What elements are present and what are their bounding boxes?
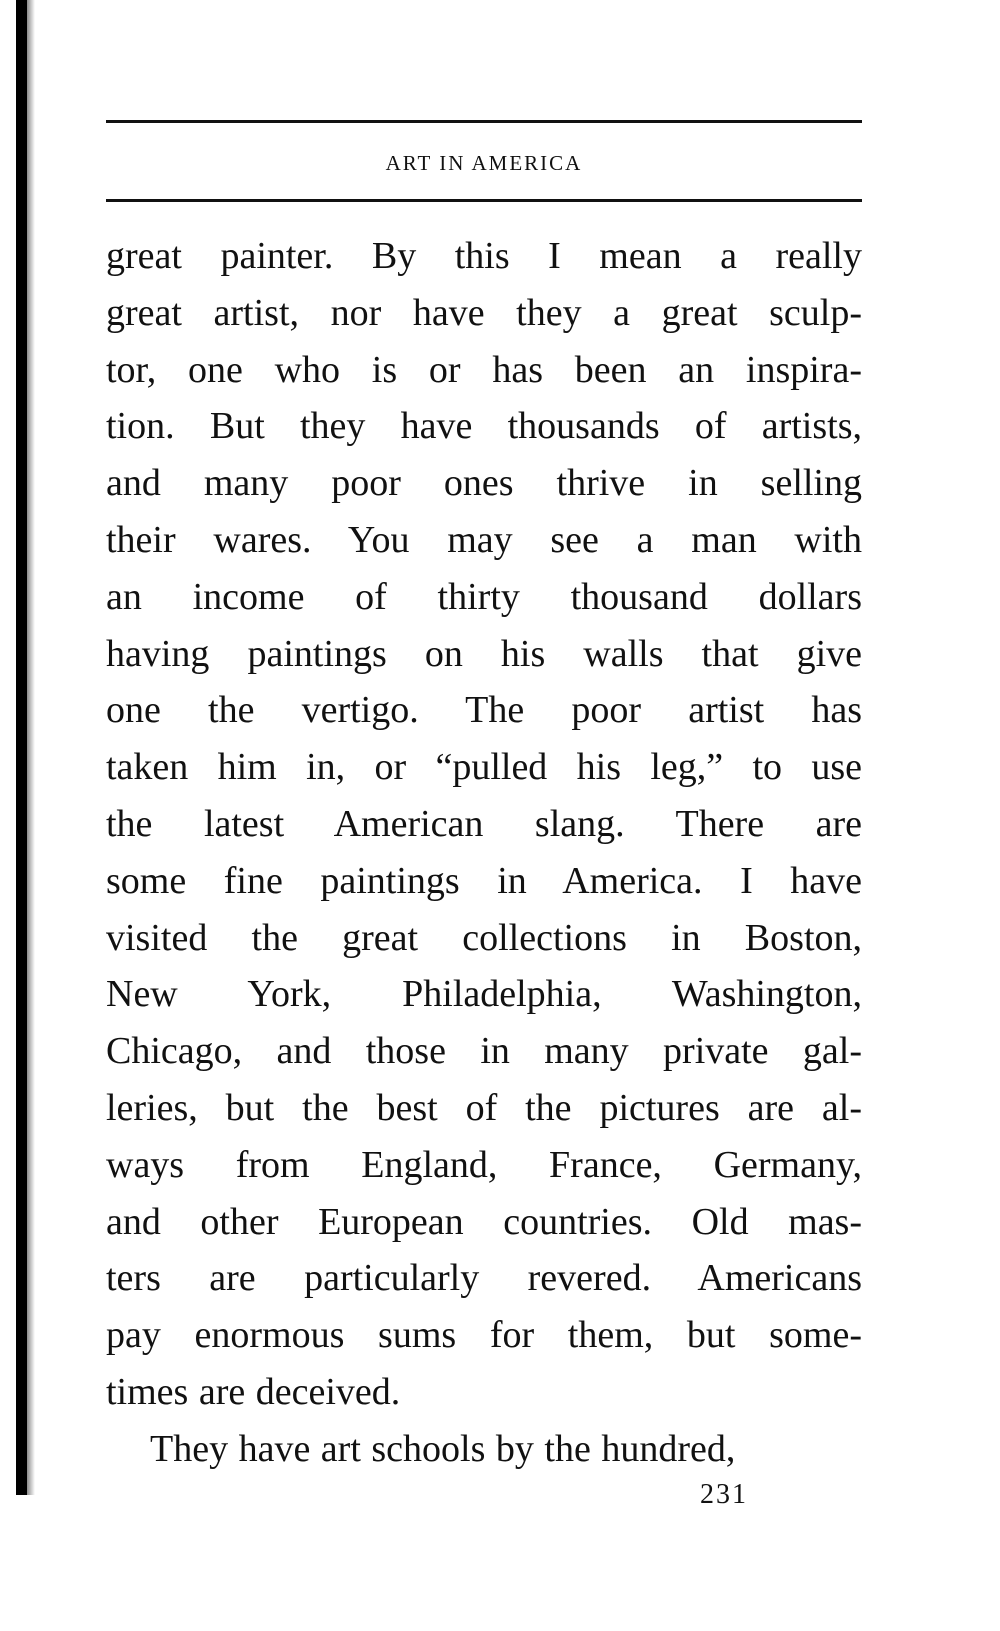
- text-line: one the vertigo. The poor artist has: [106, 689, 862, 732]
- text-line: some fine paintings in America. I have: [106, 859, 862, 902]
- text-line: and other European countries. Old mas-: [106, 1200, 862, 1243]
- text-line: taken him in, or “pulled his leg,” to use: [106, 746, 862, 789]
- page-number: 231: [700, 1479, 748, 1510]
- text-line: their wares. You may see a man with: [106, 518, 862, 561]
- text-line: and many poor ones thrive in selling: [106, 462, 862, 505]
- text-line: great painter. By this I mean a really: [106, 235, 862, 277]
- paragraph-start-line: They have art schools by the hundred,: [150, 1427, 736, 1470]
- binding-edge: [16, 0, 27, 1495]
- text-line: New York, Philadelphia, Washington,: [106, 973, 862, 1016]
- text-line: visited the great collections in Boston,: [106, 916, 862, 959]
- text-line: great artist, nor have they a great sculp-: [106, 291, 862, 334]
- text-line: tor, one who is or has been an inspira-: [106, 348, 862, 391]
- running-head: ART IN AMERICA: [385, 151, 583, 175]
- text-line: pay enormous sums for them, but some-: [106, 1314, 862, 1357]
- paragraph-end-line: times are deceived.: [106, 1370, 401, 1413]
- text-line: tion. But they have thousands of artists,: [106, 405, 862, 448]
- binding-edge-shadow: [27, 0, 35, 1495]
- text-line: having paintings on his walls that give: [106, 632, 862, 675]
- text-line: Chicago, and those in many private gal-: [106, 1030, 862, 1073]
- text-line: ways from England, France, Germany,: [106, 1143, 862, 1186]
- header-rule-bottom: [106, 199, 862, 202]
- text-line: ters are particularly revered. Americans: [106, 1257, 862, 1300]
- body-text: [106, 228, 862, 1478]
- text-line: the latest American slang. There are: [106, 802, 862, 845]
- header-rule-top: [106, 120, 862, 123]
- text-line: leries, but the best of the pictures are al-: [106, 1086, 862, 1129]
- text-line: an income of thirty thousand dollars: [106, 575, 862, 618]
